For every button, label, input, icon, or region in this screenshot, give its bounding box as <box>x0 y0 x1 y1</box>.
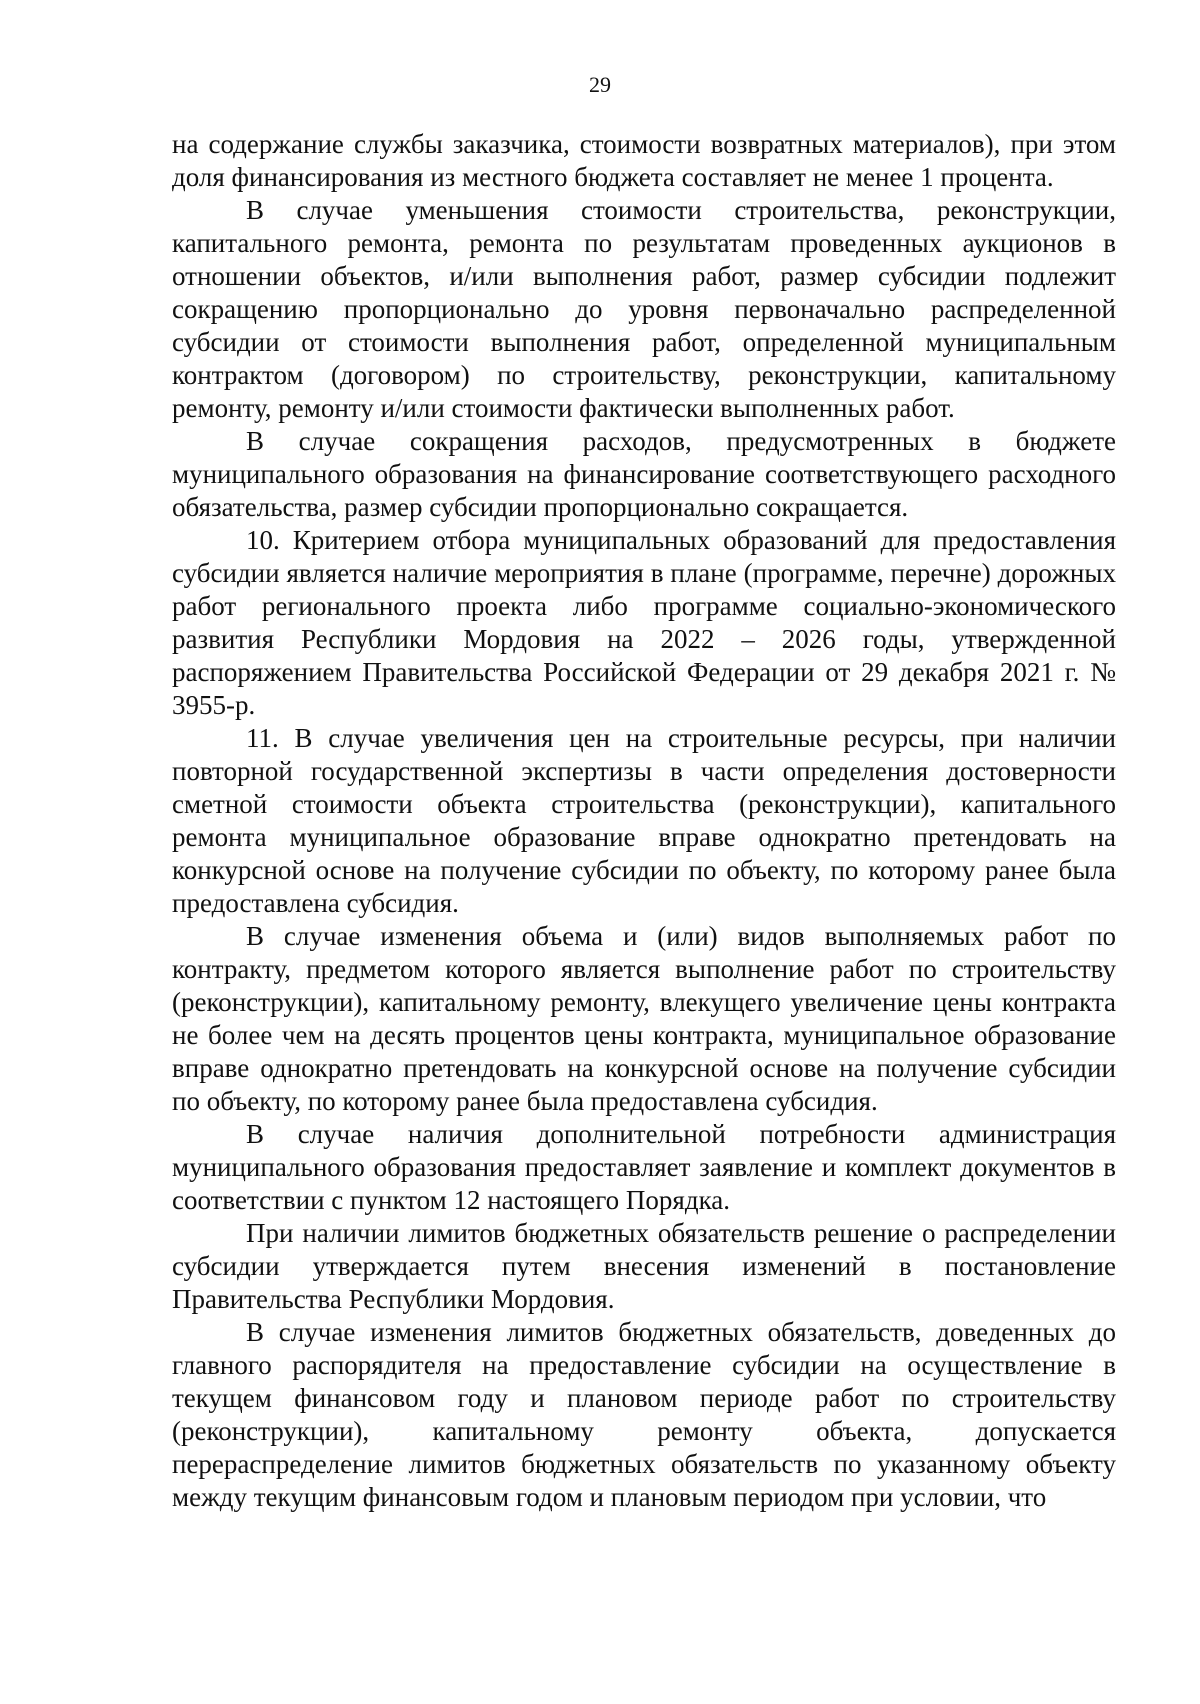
paragraph: 10. Критерием отбора муниципальных образований для предоставления субсидии является наличие мероприятия в плане (программе, перечне) дорожных работ регионального проекта либо программе социально-экономического развития Республики Мордовия на 2022 – 2026 годы, утвержденной распоряжением Правительства Российской Федерации от 29 декабря 2021 г. № 3955-р. <box>172 525 1116 720</box>
paragraph: При наличии лимитов бюджетных обязательств решение о распределении субсидии утверждается путем внесения изменений в постановление Правительства Республики Мордовия. <box>172 1218 1116 1314</box>
paragraph: В случае изменения объема и (или) видов выполняемых работ по контракту, предметом которого является выполнение работ по строительству (реконструкции), капитальному ремонту, влекущего увеличение цены контракта не более чем на десять процентов цены контракта, муниципальное образование вправе однократно претендовать на конкурсной основе на получение субсидии по объекту, по которому ранее была предоставлена субсидия. <box>172 921 1116 1116</box>
page-number: 29 <box>589 72 611 97</box>
paragraph: 11. В случае увеличения цен на строительные ресурсы, при наличии повторной государственной экспертизы в части определения достоверности сметной стоимости объекта строительства (реконструкции), капитального ремонта муниципальное образование вправе однократно претендовать на конкурсной основе на получение субсидии по объекту, по которому ранее была предоставлена субсидия. <box>172 723 1116 918</box>
paragraph: В случае сокращения расходов, предусмотренных в бюджете муниципального образования на финансирование соответствующего расходного обязательства, размер субсидии пропорционально сокращается. <box>172 426 1116 522</box>
paragraph: В случае наличия дополнительной потребности администрация муниципального образования предоставляет заявление и комплект документов в соответствии с пунктом 12 настоящего Порядка. <box>172 1119 1116 1215</box>
paragraph: на содержание службы заказчика, стоимости возвратных материалов), при этом доля финансирования из местного бюджета составляет не менее 1 процента. <box>172 129 1116 192</box>
document-body <box>172 128 1116 1514</box>
paragraph: В случае уменьшения стоимости строительства, реконструкции, капитального ремонта, ремонта по результатам проведенных аукционов в отношении объектов, и/или выполнения работ, размер субсидии подлежит сокращению пропорционально до уровня первоначально распределенной субсидии от стоимости выполнения работ, определенной муниципальным контрактом (договором) по строительству, реконструкции, капитальному ремонту, ремонту и/или стоимости фактически выполненных работ. <box>172 195 1116 423</box>
paragraph-continued: В случае изменения лимитов бюджетных обязательств, доведенных до главного распорядителя на предоставление субсидии на осуществление в текущем финансовом году и плановом периоде работ по строительству (реконструкции), капитальному ремонту объекта, допускается перераспределение лимитов бюджетных обязательств по указанному объекту между текущим финансовым годом и плановым периодом при условии, что <box>172 1317 1116 1512</box>
